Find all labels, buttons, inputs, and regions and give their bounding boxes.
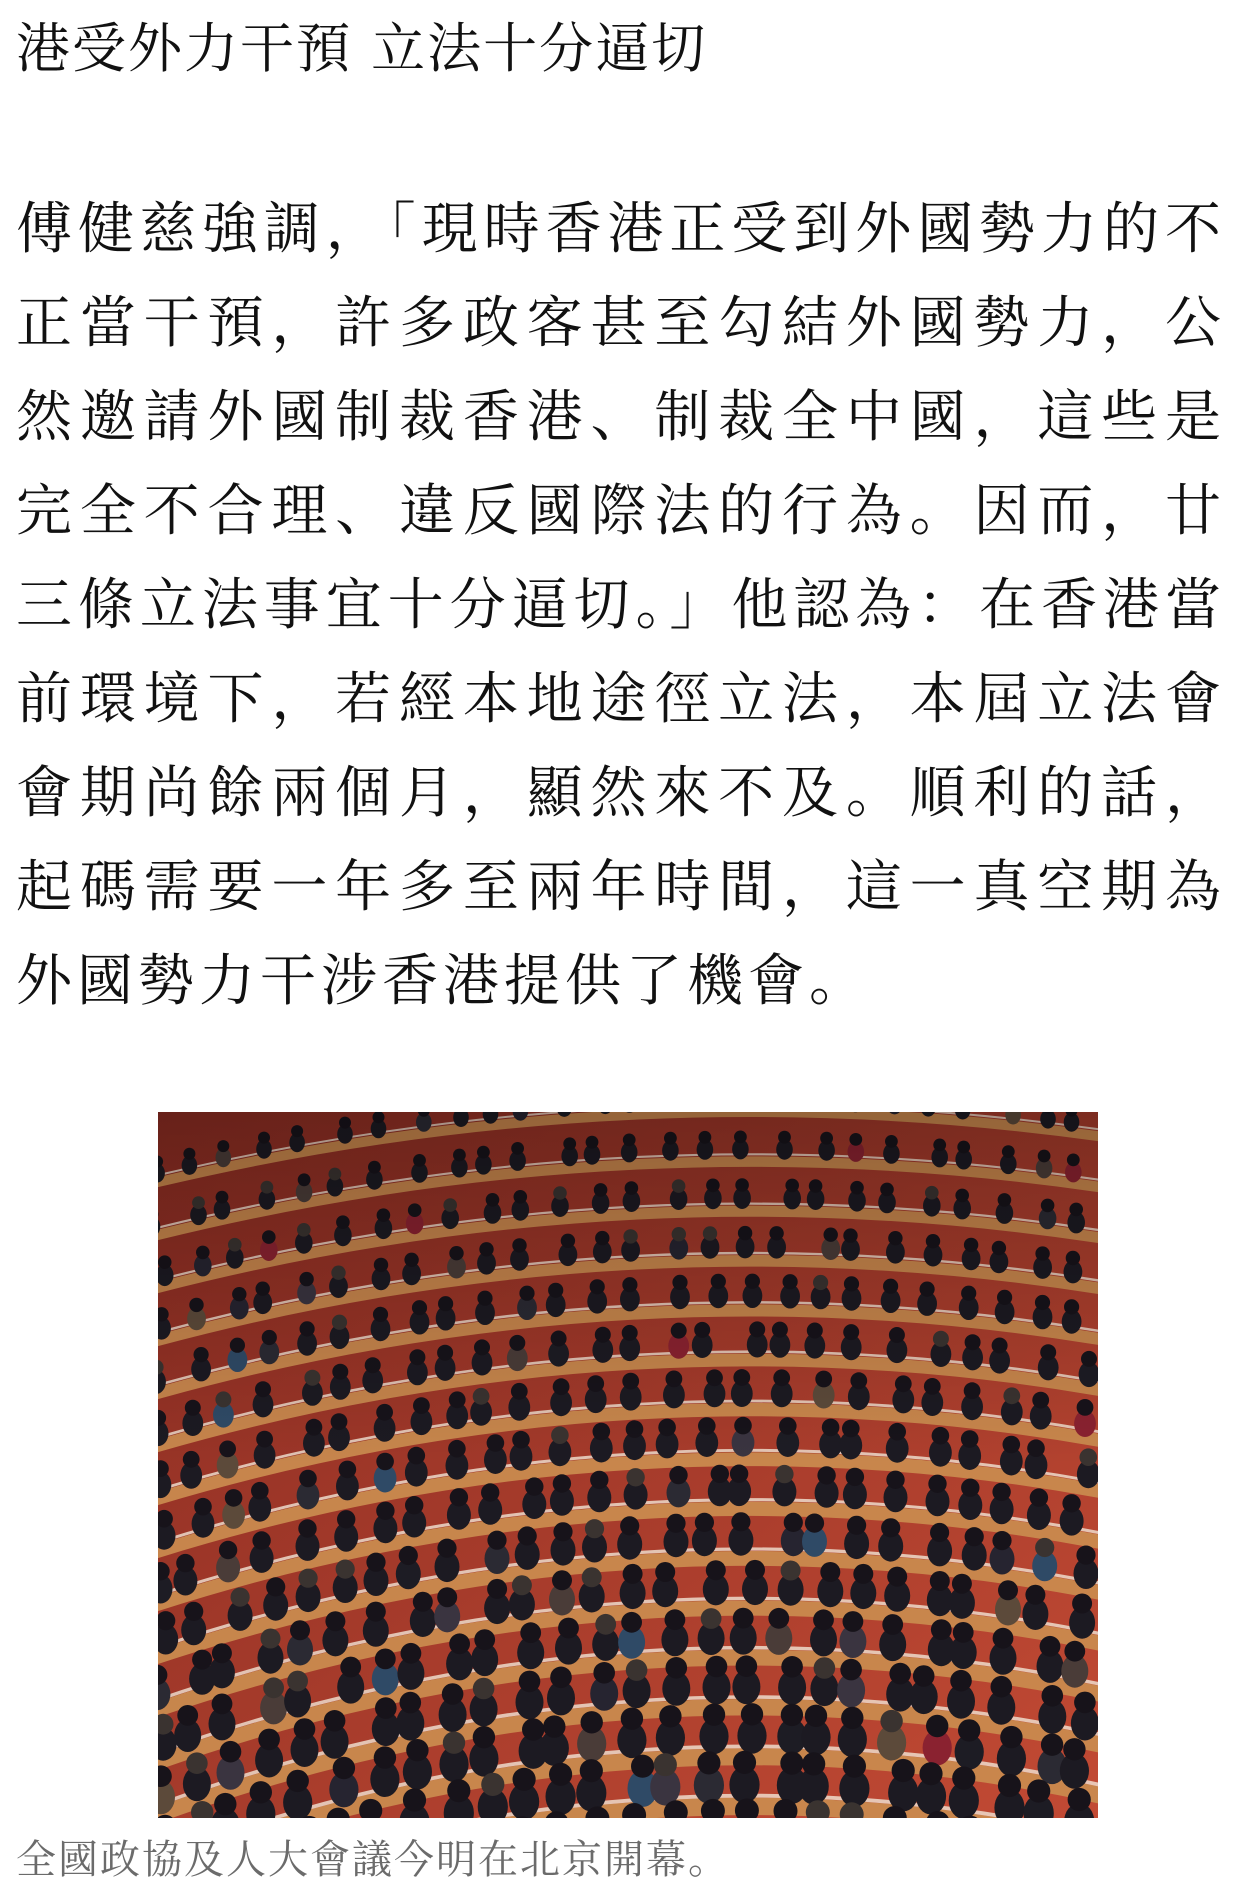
- assembly-hall-photo[interactable]: [158, 1112, 1098, 1818]
- assembly-hall-illustration: [158, 1112, 1098, 1818]
- article-paragraph: 傅健慈強調，「現時香港正受到外國勢力的不正當干預，許多政客甚至勾結外國勢力，公然邀請外國制裁香港、制裁全中國，這些是完全不合理、違反國際法的行為。因而，廿三條立法事宜十分逼切。」他認為：在香港當前環境下，若經本地途徑立法，本屆立法會會期尚餘兩個月，顯然來不及。順利的話，起碼需要一年多至兩年時間，這一真空期為外國勢力干涉香港提供了機會。: [16, 197, 1226, 1014]
- article-figure: [158, 1112, 1098, 1818]
- article-subheading: 港受外力干預 立法十分逼切: [16, 17, 708, 80]
- photo-caption: 全國政協及人大會議今明在北京開幕。: [16, 1837, 730, 1883]
